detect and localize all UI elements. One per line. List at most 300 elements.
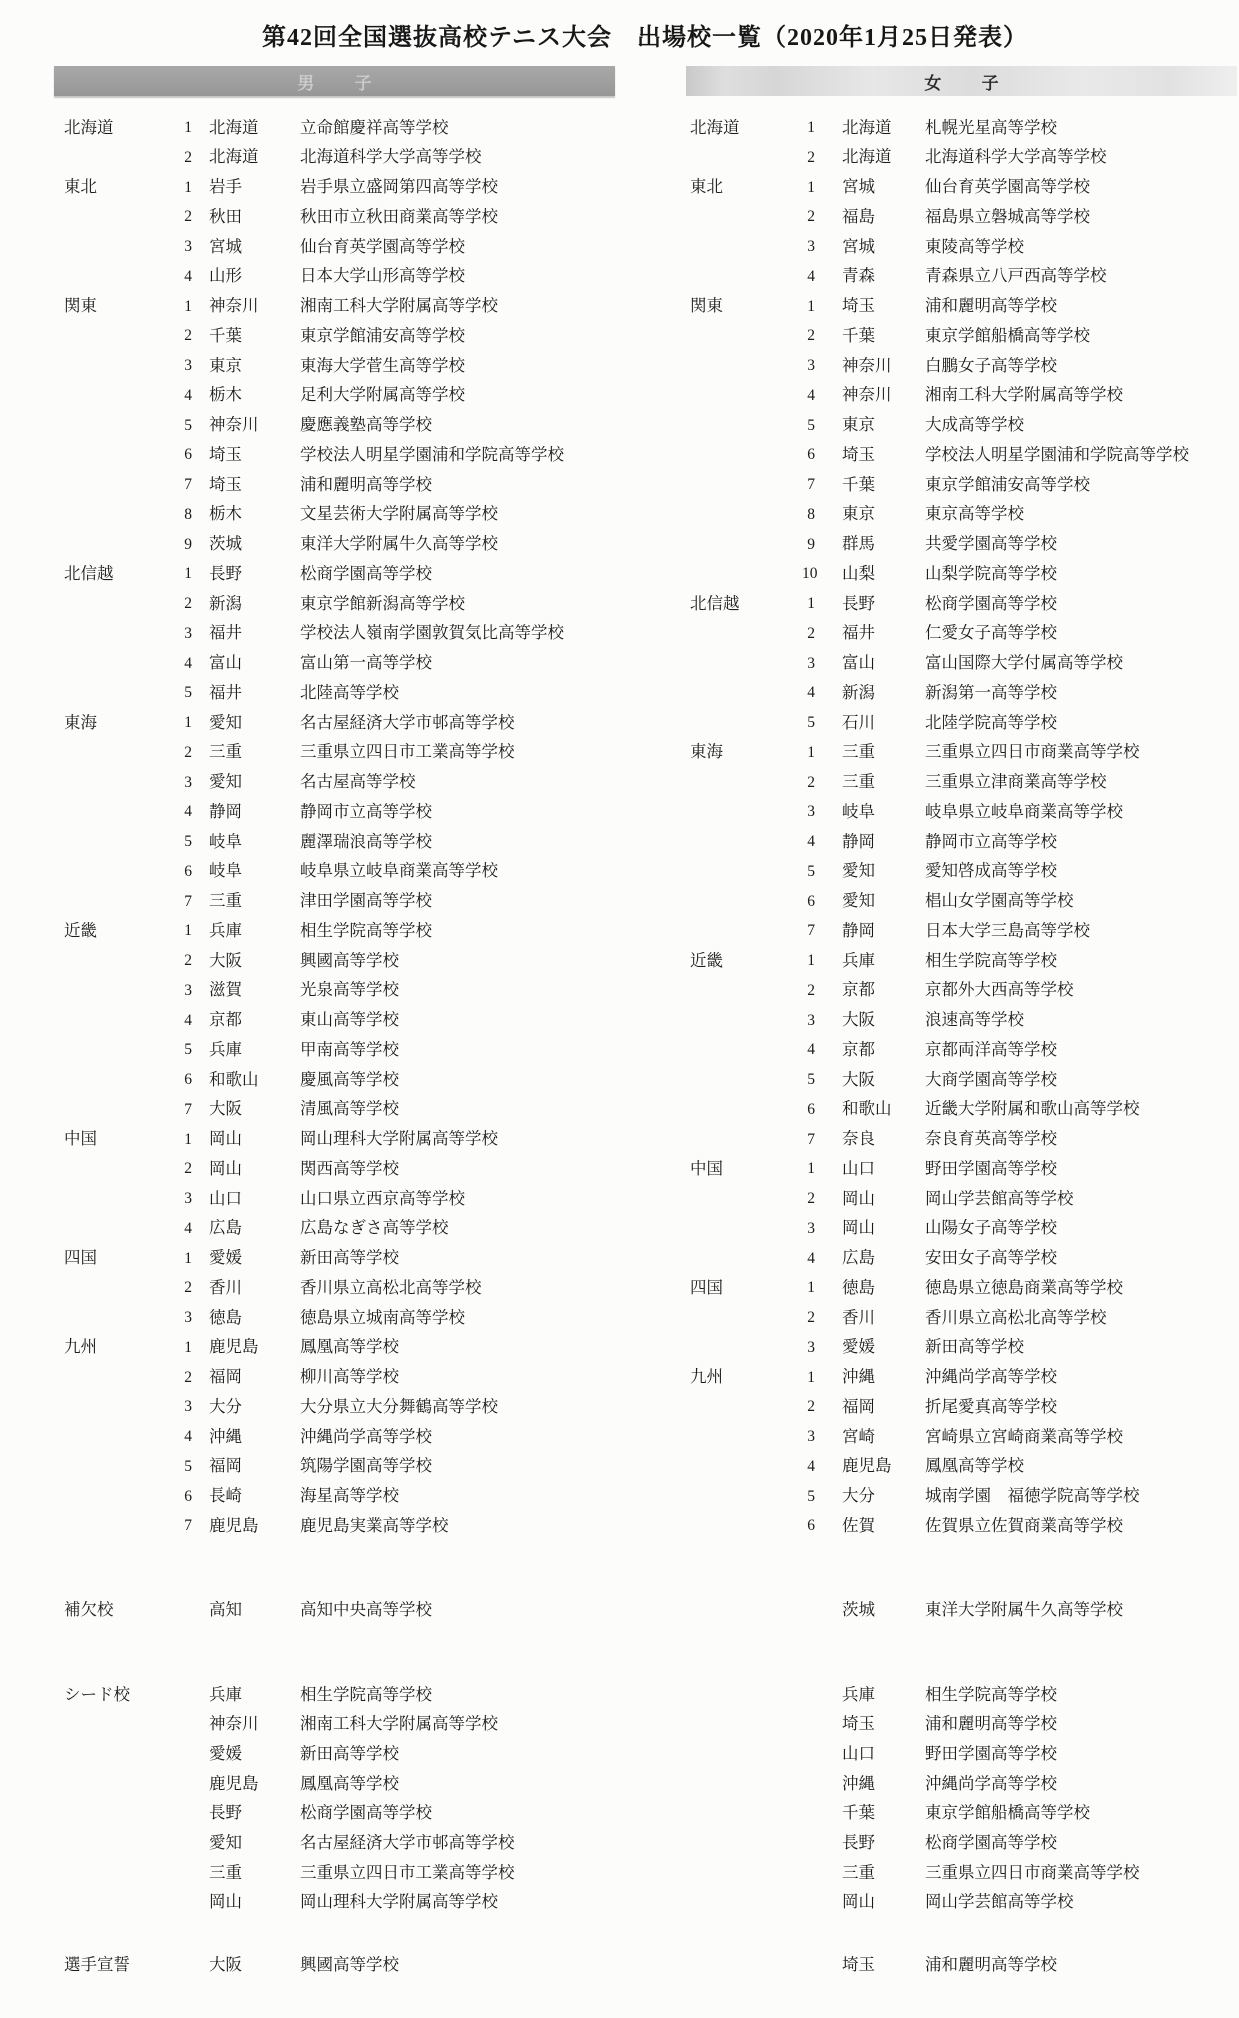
school-name: 大商学園高等学校: [925, 1069, 1057, 1089]
school-row: [64, 1769, 624, 1799]
school-row: [690, 708, 1239, 738]
school-name: 麗澤瑞浪高等学校: [300, 831, 432, 851]
school-row: [690, 500, 1239, 530]
entry-number: 10: [802, 565, 818, 583]
prefecture-label: 岡山: [842, 1188, 875, 1208]
prefecture-label: 埼玉: [842, 444, 875, 464]
school-name: 福島県立磐城高等学校: [925, 206, 1090, 226]
entry-number: 6: [807, 446, 815, 464]
entry-number: 2: [184, 595, 192, 613]
prefecture-label: 愛媛: [209, 1743, 242, 1763]
school-row: [690, 173, 1239, 203]
prefecture-label: 山形: [209, 266, 242, 286]
prefecture-label: 岡山: [209, 1892, 242, 1912]
school-row: [64, 470, 624, 500]
entry-number: 8: [807, 505, 815, 523]
school-name: 静岡市立高等学校: [925, 831, 1057, 851]
prefecture-label: 愛知: [209, 772, 242, 792]
school-name: 松商学園高等学校: [300, 1803, 432, 1823]
entry-number: 3: [184, 1190, 192, 1208]
boys-oath-row: [64, 1950, 624, 1980]
prefecture-label: 香川: [209, 1277, 242, 1297]
school-name: 野田学園高等学校: [925, 1158, 1057, 1178]
prefecture-label: 京都: [209, 1010, 242, 1030]
school-row: [690, 1452, 1239, 1482]
school-row: [64, 411, 624, 441]
entry-number: 3: [807, 1219, 815, 1237]
school-name: 城南学園 福徳学院高等学校: [925, 1486, 1140, 1506]
entry-number: 2: [807, 148, 815, 166]
school-name: 野田学園高等学校: [925, 1743, 1057, 1763]
school-name: 白鵬女子高等学校: [925, 355, 1057, 375]
entry-number: 5: [184, 1041, 192, 1059]
school-name: 高知中央高等学校: [300, 1599, 432, 1619]
school-name: 静岡市立高等学校: [300, 801, 432, 821]
entry-number: 4: [184, 1219, 192, 1237]
prefecture-label: 岩手: [209, 177, 242, 197]
school-name: 鹿児島実業高等学校: [300, 1515, 449, 1535]
school-name: 湘南工科大学附属高等学校: [300, 296, 498, 316]
prefecture-label: 栃木: [209, 504, 242, 524]
school-row: [690, 738, 1239, 768]
entry-number: 1: [807, 1160, 815, 1178]
prefecture-label: 埼玉: [842, 296, 875, 316]
entry-number: 2: [807, 208, 815, 226]
prefecture-label: 神奈川: [209, 296, 259, 316]
school-name: 浦和麗明高等学校: [300, 474, 432, 494]
school-row: [64, 1363, 624, 1393]
school-name: 海星高等学校: [300, 1486, 399, 1506]
school-name: 大分県立大分舞鶴高等学校: [300, 1396, 498, 1416]
entry-number: 2: [807, 1398, 815, 1416]
entry-number: 2: [807, 327, 815, 345]
entry-number: 2: [184, 1160, 192, 1178]
region-label: 中国: [690, 1158, 723, 1178]
prefecture-label: 大分: [209, 1396, 242, 1416]
school-row: [690, 292, 1239, 322]
entry-number: 2: [184, 952, 192, 970]
prefecture-label: 愛媛: [209, 1248, 242, 1268]
girls-oath-row: [842, 1950, 1239, 1980]
school-row: [842, 1828, 1239, 1858]
school-name: 北陸学院高等学校: [925, 712, 1057, 732]
school-name: 三重県立四日市工業高等学校: [300, 1862, 515, 1882]
school-name: 富山第一高等学校: [300, 653, 432, 673]
school-name: 甲南高等学校: [300, 1039, 399, 1059]
entry-number: 3: [807, 357, 815, 375]
prefecture-label: 長野: [209, 1803, 242, 1823]
reserve-label: 補欠校: [64, 1599, 114, 1619]
school-name: 岡山理科大学附属高等学校: [300, 1129, 498, 1149]
entry-number: 6: [184, 446, 192, 464]
school-name: 香川県立高松北高等学校: [925, 1307, 1107, 1327]
school-row: [64, 351, 624, 381]
prefecture-label: 長野: [209, 563, 242, 583]
school-name: 佐賀県立佐賀商業高等学校: [925, 1515, 1123, 1535]
entry-number: 1: [184, 119, 192, 137]
school-row: [64, 1333, 624, 1363]
entry-number: 1: [184, 714, 192, 732]
school-row: [690, 411, 1239, 441]
school-name: 山梨学院高等学校: [925, 563, 1057, 583]
entry-number: 3: [807, 1338, 815, 1356]
entry-number: 5: [807, 1487, 815, 1505]
prefecture-label: 岡山: [209, 1129, 242, 1149]
prefecture-label: 和歌山: [842, 1099, 892, 1119]
entry-number: 1: [807, 952, 815, 970]
reserve-row: [842, 1595, 1239, 1625]
school-row: [64, 1482, 624, 1512]
entry-number: 6: [184, 1071, 192, 1089]
entry-number: 7: [184, 1517, 192, 1535]
girls-school-table: [690, 113, 1239, 1541]
entry-number: 5: [184, 1457, 192, 1475]
school-row: [690, 887, 1239, 917]
prefecture-label: 埼玉: [209, 444, 242, 464]
school-name: 相生学院高等学校: [300, 920, 432, 940]
prefecture-label: 福岡: [209, 1456, 242, 1476]
entry-number: 4: [807, 1457, 815, 1475]
prefecture-label: 神奈川: [209, 415, 259, 435]
region-label: 北信越: [64, 563, 114, 583]
school-row: [64, 678, 624, 708]
entry-number: 6: [184, 1487, 192, 1505]
school-row: [690, 1392, 1239, 1422]
school-row: [64, 1392, 624, 1422]
region-label: 九州: [64, 1337, 97, 1357]
school-row: [690, 321, 1239, 351]
school-row: [690, 232, 1239, 262]
school-name: 浦和麗明高等学校: [925, 1954, 1057, 1974]
school-row: [842, 1799, 1239, 1829]
school-row: [64, 1739, 624, 1769]
region-label: 近畿: [690, 950, 723, 970]
school-name: 日本大学三島高等学校: [925, 920, 1090, 940]
prefecture-label: 神奈川: [842, 385, 892, 405]
entry-number: 6: [807, 1100, 815, 1118]
entry-number: 4: [807, 1249, 815, 1267]
school-row: [64, 1214, 624, 1244]
prefecture-label: 岐阜: [209, 831, 242, 851]
school-row: [64, 589, 624, 619]
school-name: 三重県立津商業高等学校: [925, 772, 1107, 792]
school-name: 京都外大西高等学校: [925, 980, 1074, 1000]
prefecture-label: 京都: [842, 1039, 875, 1059]
prefecture-label: 福井: [209, 623, 242, 643]
school-row: [690, 797, 1239, 827]
prefecture-label: 群馬: [842, 534, 875, 554]
prefecture-label: 宮崎: [842, 1426, 875, 1446]
school-row: [690, 1065, 1239, 1095]
entry-number: 7: [184, 1100, 192, 1118]
entry-number: 4: [184, 267, 192, 285]
school-row: [64, 440, 624, 470]
entry-number: 4: [807, 833, 815, 851]
entry-number: 9: [184, 535, 192, 553]
school-name: 近畿大学附属和歌山高等学校: [925, 1099, 1140, 1119]
school-row: [690, 381, 1239, 411]
school-name: 東京高等学校: [925, 504, 1024, 524]
school-row: [842, 1680, 1239, 1710]
prefecture-label: 兵庫: [209, 920, 242, 940]
prefecture-label: 大阪: [842, 1069, 875, 1089]
entry-number: 4: [184, 1428, 192, 1446]
prefecture-label: 鹿児島: [209, 1515, 259, 1535]
school-name: 松商学園高等学校: [925, 593, 1057, 613]
school-row: [690, 1363, 1239, 1393]
prefecture-label: 広島: [842, 1248, 875, 1268]
school-name: 新潟第一高等学校: [925, 682, 1057, 702]
school-name: 足利大学附属高等学校: [300, 385, 465, 405]
prefecture-label: 神奈川: [209, 1714, 259, 1734]
entry-number: 3: [807, 654, 815, 672]
entry-number: 1: [807, 1368, 815, 1386]
school-row: [64, 1511, 624, 1541]
school-row: [64, 262, 624, 292]
school-row: [64, 1006, 624, 1036]
prefecture-label: 大分: [842, 1486, 875, 1506]
prefecture-label: 宮城: [209, 236, 242, 256]
school-name: 徳島県立城南高等学校: [300, 1307, 465, 1327]
entry-number: 2: [184, 1368, 192, 1386]
region-label: 東海: [64, 712, 97, 732]
prefecture-label: 東京: [842, 415, 875, 435]
entry-number: 2: [184, 148, 192, 166]
school-name: 立命館慶祥高等学校: [300, 117, 449, 137]
entry-number: 1: [807, 1279, 815, 1297]
school-row: [690, 1303, 1239, 1333]
prefecture-label: 静岡: [842, 920, 875, 940]
school-name: 三重県立四日市商業高等学校: [925, 742, 1140, 762]
prefecture-label: 富山: [209, 653, 242, 673]
school-row: [690, 1273, 1239, 1303]
prefecture-label: 埼玉: [209, 474, 242, 494]
school-name: 沖縄尚学高等学校: [925, 1773, 1057, 1793]
school-row: [690, 619, 1239, 649]
school-name: 柳川高等学校: [300, 1367, 399, 1387]
prefecture-label: 岡山: [209, 1158, 242, 1178]
school-row: [690, 1333, 1239, 1363]
school-name: 共愛学園高等学校: [925, 534, 1057, 554]
entry-number: 1: [184, 922, 192, 940]
prefecture-label: 北海道: [209, 117, 259, 137]
school-name: 浦和麗明高等学校: [925, 296, 1057, 316]
school-row: [64, 1184, 624, 1214]
school-name: 岡山学芸館高等学校: [925, 1892, 1074, 1912]
prefecture-label: 広島: [209, 1218, 242, 1238]
entry-number: 2: [807, 624, 815, 642]
entry-number: 2: [807, 1190, 815, 1208]
school-row: [690, 1184, 1239, 1214]
prefecture-label: 栃木: [209, 385, 242, 405]
prefecture-label: 宮城: [842, 236, 875, 256]
prefecture-label: 三重: [209, 891, 242, 911]
school-name: 津田学園高等学校: [300, 891, 432, 911]
prefecture-label: 兵庫: [209, 1684, 242, 1704]
school-name: 北陸高等学校: [300, 682, 399, 702]
entry-number: 1: [807, 297, 815, 315]
prefecture-label: 岡山: [842, 1218, 875, 1238]
school-name: 岡山理科大学附属高等学校: [300, 1892, 498, 1912]
school-row: [690, 678, 1239, 708]
entry-number: 6: [807, 892, 815, 910]
school-name: 山口県立西京高等学校: [300, 1188, 465, 1208]
entry-number: 2: [184, 327, 192, 345]
prefecture-label: 山口: [842, 1743, 875, 1763]
school-name: 相生学院高等学校: [300, 1684, 432, 1704]
school-row: [64, 1125, 624, 1155]
entry-number: 3: [184, 981, 192, 999]
region-label: 北信越: [690, 593, 740, 613]
school-name: 清風高等学校: [300, 1099, 399, 1119]
school-name: 松商学園高等学校: [925, 1833, 1057, 1853]
region-label: 中国: [64, 1129, 97, 1149]
school-name: 浪速高等学校: [925, 1010, 1024, 1030]
prefecture-label: 高知: [209, 1599, 242, 1619]
school-row: [64, 143, 624, 173]
prefecture-label: 三重: [842, 742, 875, 762]
girls-section-header: [686, 66, 1237, 96]
entry-number: 3: [184, 1398, 192, 1416]
school-row: [64, 292, 624, 322]
school-row: [690, 1095, 1239, 1125]
school-row: [690, 262, 1239, 292]
school-name: 相生学院高等学校: [925, 1684, 1057, 1704]
entry-number: 1: [184, 1338, 192, 1356]
prefecture-label: 三重: [842, 1862, 875, 1882]
school-name: 京都両洋高等学校: [925, 1039, 1057, 1059]
school-row: [64, 857, 624, 887]
school-name: 学校法人嶺南学園敦賀気比高等学校: [300, 623, 564, 643]
school-row: [64, 173, 624, 203]
girls-reserve-row: [842, 1595, 1239, 1625]
school-row: [64, 113, 624, 143]
prefecture-label: 青森: [842, 266, 875, 286]
school-name: 学校法人明星学園浦和学院高等学校: [925, 444, 1189, 464]
school-row: [64, 381, 624, 411]
school-name: 東洋大学附属牛久高等学校: [925, 1599, 1123, 1619]
school-row: [690, 916, 1239, 946]
page-title: 第42回全国選抜高校テニス大会 出場校一覧（2020年1月25日発表）: [261, 25, 1029, 51]
region-label: 北海道: [64, 117, 114, 137]
prefecture-label: 福井: [209, 682, 242, 702]
entry-number: 9: [807, 535, 815, 553]
school-row: [64, 649, 624, 679]
entry-number: 3: [807, 1428, 815, 1446]
entry-number: 5: [184, 416, 192, 434]
school-row: [690, 857, 1239, 887]
entry-number: 2: [184, 208, 192, 226]
entry-number: 7: [184, 892, 192, 910]
school-name: 東京学館船橋高等学校: [925, 325, 1090, 345]
prefecture-label: 千葉: [209, 325, 242, 345]
entry-number: 5: [184, 833, 192, 851]
school-row: [64, 797, 624, 827]
prefecture-label: 山口: [209, 1188, 242, 1208]
school-name: 仙台育英学園高等学校: [925, 177, 1090, 197]
school-row: [64, 559, 624, 589]
school-row: [64, 1452, 624, 1482]
school-name: 折尾愛真高等学校: [925, 1396, 1057, 1416]
prefecture-label: 三重: [209, 742, 242, 762]
school-row: [690, 143, 1239, 173]
school-row: [64, 500, 624, 530]
school-row: [64, 1244, 624, 1274]
prefecture-label: 佐賀: [842, 1515, 875, 1535]
school-row: [690, 1482, 1239, 1512]
prefecture-label: 北海道: [842, 117, 892, 137]
school-row: [64, 1888, 624, 1918]
school-row: [64, 232, 624, 262]
school-name: 岡山学芸館高等学校: [925, 1188, 1074, 1208]
school-row: [64, 1035, 624, 1065]
boys-section-header: [54, 66, 615, 96]
school-row: [690, 440, 1239, 470]
region-label: 北海道: [690, 117, 740, 137]
prefecture-label: 和歌山: [209, 1069, 259, 1089]
school-name: 鳳凰高等学校: [300, 1773, 399, 1793]
school-row: [690, 113, 1239, 143]
entry-number: 4: [184, 386, 192, 404]
school-name: 徳島県立徳島商業高等学校: [925, 1277, 1123, 1297]
school-name: 山陽女子高等学校: [925, 1218, 1057, 1238]
school-name: 文星芸術大学附属高等学校: [300, 504, 498, 524]
entry-number: 1: [184, 178, 192, 196]
region-label: 近畿: [64, 920, 97, 940]
prefecture-label: 福岡: [842, 1396, 875, 1416]
entry-number: 1: [807, 178, 815, 196]
prefecture-label: 長野: [842, 1833, 875, 1853]
entry-number: 1: [807, 119, 815, 137]
school-row: [842, 1739, 1239, 1769]
prefecture-label: 福井: [842, 623, 875, 643]
school-row: [842, 1710, 1239, 1740]
school-row: [842, 1858, 1239, 1888]
oath-row: [64, 1950, 624, 1980]
prefecture-label: 福岡: [209, 1367, 242, 1387]
entry-number: 4: [184, 803, 192, 821]
entry-number: 7: [807, 1130, 815, 1148]
entry-number: 1: [184, 297, 192, 315]
prefecture-label: 埼玉: [842, 1954, 875, 1974]
school-name: 東京学館船橋高等学校: [925, 1803, 1090, 1823]
school-name: 仁愛女子高等学校: [925, 623, 1057, 643]
entry-number: 4: [184, 1011, 192, 1029]
girls-header-label: 女 子: [924, 73, 1017, 93]
prefecture-label: 山梨: [842, 563, 875, 583]
prefecture-label: 大阪: [209, 1099, 242, 1119]
school-name: 相生学院高等学校: [925, 950, 1057, 970]
school-name: 名古屋経済大学市邨高等学校: [300, 712, 515, 732]
school-name: 日本大学山形高等学校: [300, 266, 465, 286]
school-name: 北海道科学大学高等学校: [925, 147, 1107, 167]
prefecture-label: 茨城: [209, 534, 242, 554]
prefecture-label: 沖縄: [842, 1773, 875, 1793]
entry-number: 3: [184, 357, 192, 375]
school-row: [64, 1273, 624, 1303]
school-name: 奈良育英高等学校: [925, 1129, 1057, 1149]
school-name: 名古屋高等学校: [300, 772, 416, 792]
school-name: 東洋大学附属牛久高等学校: [300, 534, 498, 554]
entry-number: 4: [807, 1041, 815, 1059]
seed-label: シード校: [64, 1684, 130, 1704]
prefecture-label: 埼玉: [842, 1714, 875, 1734]
prefecture-label: 兵庫: [209, 1039, 242, 1059]
school-name: 新田高等学校: [300, 1743, 399, 1763]
school-name: 広島なぎさ高等学校: [300, 1218, 449, 1238]
school-row: [64, 1065, 624, 1095]
school-row: [690, 1214, 1239, 1244]
